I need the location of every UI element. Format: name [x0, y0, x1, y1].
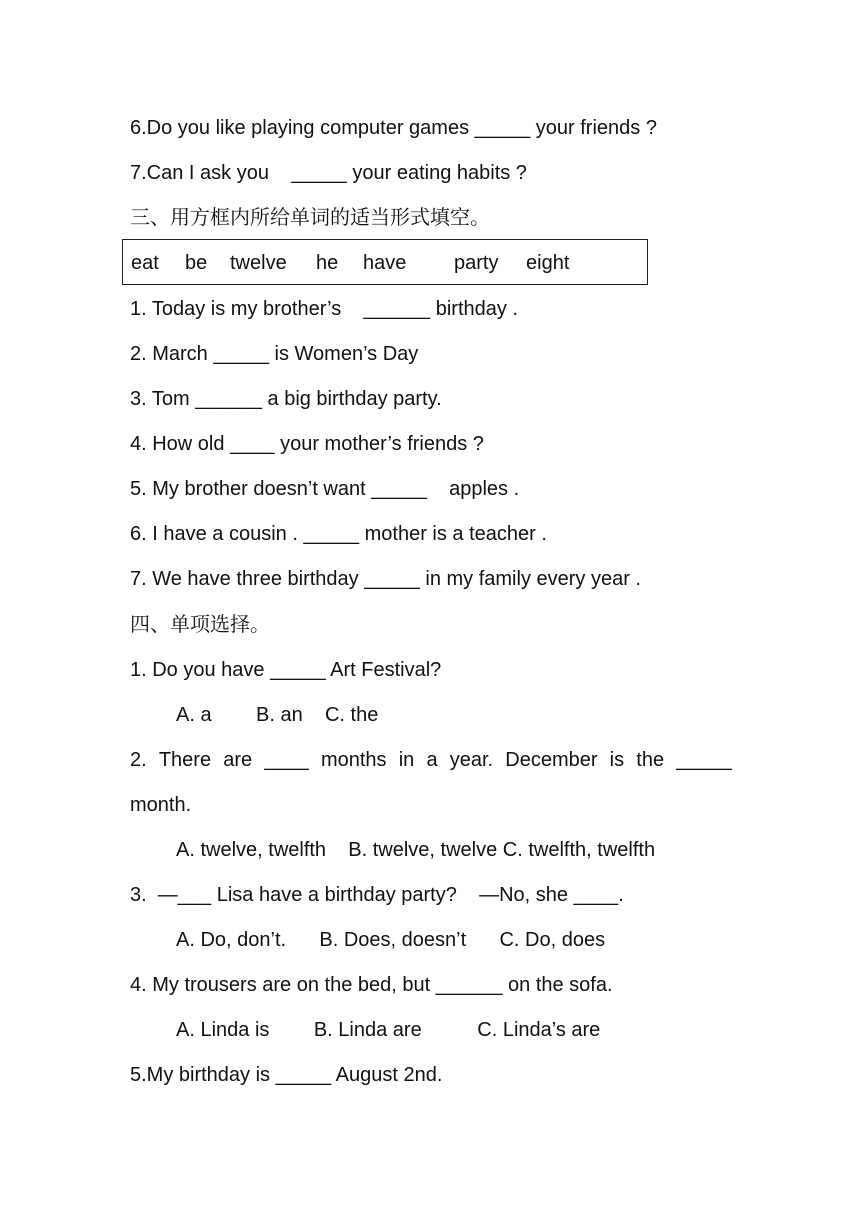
q2-word: _____: [676, 749, 732, 771]
q2-word: year.: [449, 749, 494, 771]
section3-item-3: 3. Tom ______ a big birthday party.: [130, 388, 442, 410]
q2-word: ____: [264, 749, 309, 771]
section4-question-1-options: A. a B. an C. the: [176, 704, 379, 726]
q2-word: the: [636, 749, 665, 771]
section4-question-1: 1. Do you have _____ Art Festival?: [130, 659, 442, 681]
word-bank-word: twelve: [230, 252, 287, 274]
word-bank-word: eight: [526, 252, 570, 274]
word-bank-box: [122, 239, 648, 285]
q2-word: in: [398, 749, 415, 771]
section3-heading: 三、用方框内所给单词的适当形式填空。: [130, 205, 490, 229]
section3-item-1: 1. Today is my brother’s ______ birthday .: [130, 298, 518, 320]
word-bank-word: eat: [131, 252, 159, 274]
section3-item-6: 6. I have a cousin . _____ mother is a teacher .: [130, 523, 547, 545]
word-bank-word: he: [316, 252, 339, 274]
section4-question-4: 4. My trousers are on the bed, but ______ on the sofa.: [130, 974, 613, 996]
q2-word: is: [609, 749, 625, 771]
q2-word: a: [426, 749, 438, 771]
section4-question-2-continued: month.: [130, 794, 192, 816]
q2-word: 2.: [130, 749, 147, 771]
section4-question-3-options: A. Do, don’t. B. Does, doesn’t C. Do, does: [176, 929, 606, 951]
q2-word: There: [158, 749, 212, 771]
section4-question-2: [130, 747, 732, 773]
word-bank-word: be: [185, 252, 208, 274]
section4-question-3: 3. —___ Lisa have a birthday party? —No, she ____.: [130, 884, 624, 906]
section4-heading: 四、单项选择。: [130, 612, 270, 636]
q2-word: months: [320, 749, 387, 771]
word-bank-word: have: [363, 252, 407, 274]
section3-item-5: 5. My brother doesn’t want _____ apples .: [130, 478, 520, 500]
section3-item-7: 7. We have three birthday _____ in my family every year .: [130, 568, 641, 590]
q2-word: December: [505, 749, 598, 771]
section3-item-4: 4. How old ____ your mother’s friends ?: [130, 433, 484, 455]
section4-question-5: 5.My birthday is _____ August 2nd.: [130, 1064, 443, 1086]
section4-question-2-options: A. twelve, twelfth B. twelve, twelve C. twelfth, twelfth: [176, 839, 656, 861]
q2-word: are: [223, 749, 253, 771]
section2-question-7: 7.Can I ask you _____ your eating habits ?: [130, 162, 527, 184]
section3-item-2: 2. March _____ is Women’s Day: [130, 343, 419, 365]
section2-question-6: 6.Do you like playing computer games _____ your friends ?: [130, 117, 657, 139]
section4-question-4-options: A. Linda is B. Linda are C. Linda’s are: [176, 1019, 601, 1041]
word-bank-word: party: [454, 252, 499, 274]
